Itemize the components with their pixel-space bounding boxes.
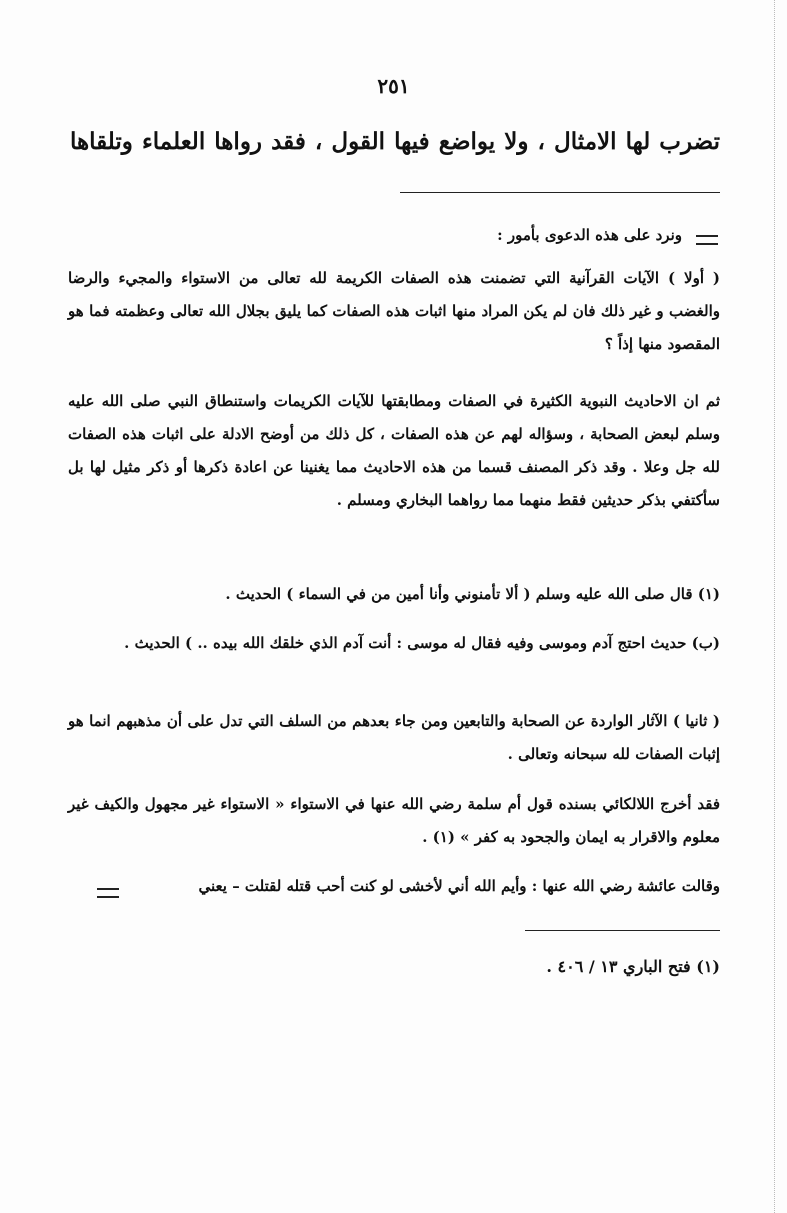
paragraph-hadith-b: (ب) حديث احتج آدم وموسى وفيه فقال له موسى : أنت آدم الذي خلقك الله بيده .. ) الحديث . (124, 634, 720, 652)
continuation-marker-icon (97, 888, 119, 898)
paragraph-hadiths: ثم ان الاحاديث النبوية الكثيرة في الصفات ومطابقتها للآيات الكريمات واستنطاق النبي صلى الله عليه وسلم لبعض الصحابة ، وسؤاله لهم عن هذه الصفات ، كل ذلك من أوضح الادلة على اثبات هذه الصفات لله جل وعلا . وقد ذكر المصنف قسما من هذه الاحاديث مما يغنينا عن اعادة ذكرها أو ذكر مثيل لها بل سأكتفي بذكر حديثين فقط منهما مما رواهما البخاري ومسلم . (68, 392, 720, 509)
paragraph-aisha: وقالت عائشة رضي الله عنها : وأيم الله أني لأخشى لو كنت أحب قتله لقتلت – يعني (198, 877, 720, 895)
scan-edge-line (774, 0, 776, 1213)
paragraph-first: ( أولا ) الآيات القرآنية التي تضمنت هذه الصفات الكريمة لله تعالى من الاستواء والمجيء والرضا والغضب و غير ذلك فان لم يكن المراد منها اثبات هذه الصفات كما يليق بجلال الله تعالى وعظمته فما هو المقصود منها إذاً ؟ (68, 269, 720, 353)
footnote-divider (525, 930, 720, 931)
divider-line (400, 192, 720, 193)
footnote: (١) فتح الباري ١٣ / ٤٠٦ . (546, 957, 720, 976)
paragraph-hadith-a: (١) قال صلى الله عليه وسلم ( ألا تأمنوني وأنا أمين من في السماء ) الحديث . (225, 585, 720, 603)
paragraph-lalkai: فقد أخرج اللالكائي بسنده قول أم سلمة رضي الله عنها في الاستواء « الاستواء غير مجهول والكيف غير معلوم والاقرار به ايمان والجحود به كفر » (١) . (68, 795, 720, 846)
page-number: ٢٥١ (377, 74, 410, 98)
commentary-marker-icon (696, 235, 718, 245)
paragraph-second: ( ثانيا ) الآثار الواردة عن الصحابة والتابعين ومن جاء بعدهم من السلف التي تدل على أن مذهبهم انما هو إثبات الصفات لله سبحانه وتعالى . (68, 712, 720, 763)
continuation-line: تضرب لها الامثال ، ولا يواضع فيها القول ، فقد رواها العلماء وتلقاها (70, 128, 720, 155)
section-heading: ونرد على هذه الدعوى بأمور : (497, 226, 682, 244)
